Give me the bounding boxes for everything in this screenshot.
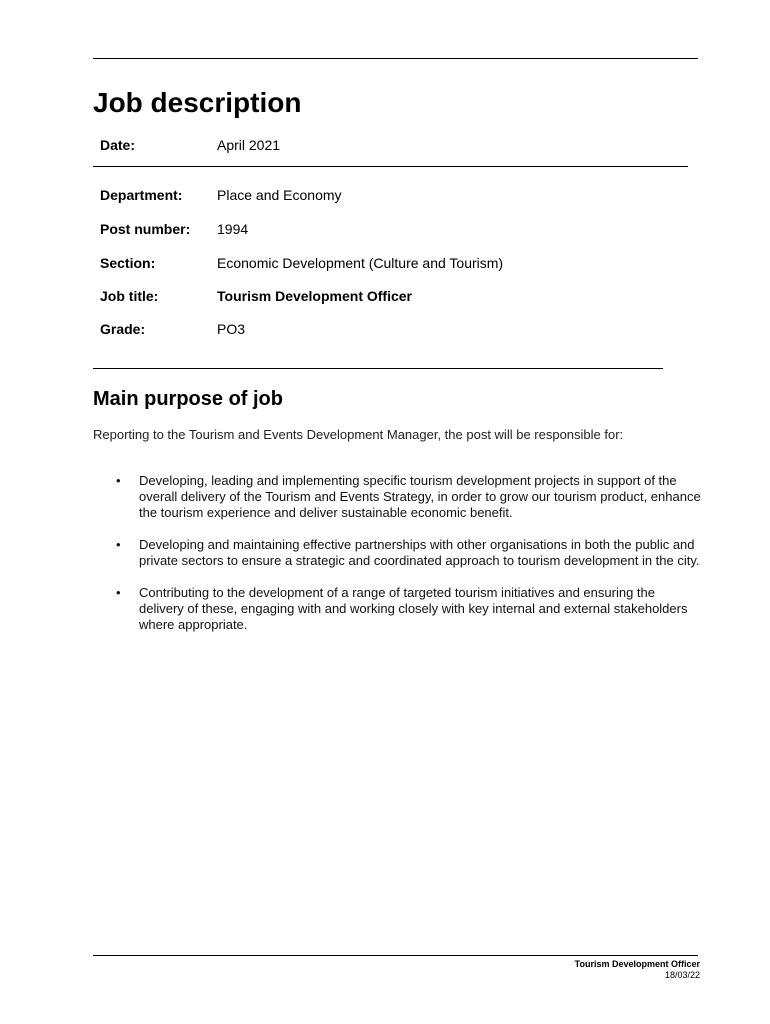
date-label: Date: [100,137,136,153]
post-number-label: Post number: [100,221,191,237]
list-item [93,585,703,633]
grade-value: PO3 [217,321,246,337]
purpose-intro: Reporting to the Tourism and Events Development Manager, the post will be responsible for: [93,427,624,442]
list-item [93,537,703,569]
section-label: Section: [100,255,156,271]
footer-date: 18/03/22 [664,970,700,980]
bullet-icon: • [116,473,121,488]
grade-label: Grade: [100,321,146,337]
footer-job-title: Tourism Development Officer [574,959,700,969]
document-title: Job description [93,87,302,118]
department-label: Department: [100,187,183,203]
date-value: April 2021 [217,137,281,153]
top-rule [93,58,698,59]
footer-rule [93,955,698,956]
main-purpose-heading: Main purpose of job [93,388,283,410]
bullet-icon: • [116,537,121,552]
job-title-value: Tourism Development Officer [217,288,413,304]
list-item [93,473,703,521]
bullet-text: Developing and maintaining effective partnerships with other organisations in both the public and private sectors to ensure a strategic and coordinated approach to tourism development in the city. [139,537,700,568]
purpose-bullet-list [93,473,703,649]
job-title-label: Job title: [100,288,159,304]
date-rule [93,166,688,167]
bullet-text: Developing, leading and implementing specific tourism development projects in support of the overall delivery of the Tourism and Events Strategy, in order to grow our tourism product, enhance the tourism experience and deliver sustainable economic benefit. [139,473,701,520]
department-value: Place and Economy [217,187,342,203]
bullet-icon: • [116,585,121,600]
fields-bottom-rule [93,368,663,369]
post-number-value: 1994 [217,221,249,237]
bullet-text: Contributing to the development of a range of targeted tourism initiatives and ensuring the delivery of these, engaging with and working closely with key internal and external stakeholders where appropriate. [139,585,688,632]
section-value: Economic Development (Culture and Tourism) [217,255,504,271]
